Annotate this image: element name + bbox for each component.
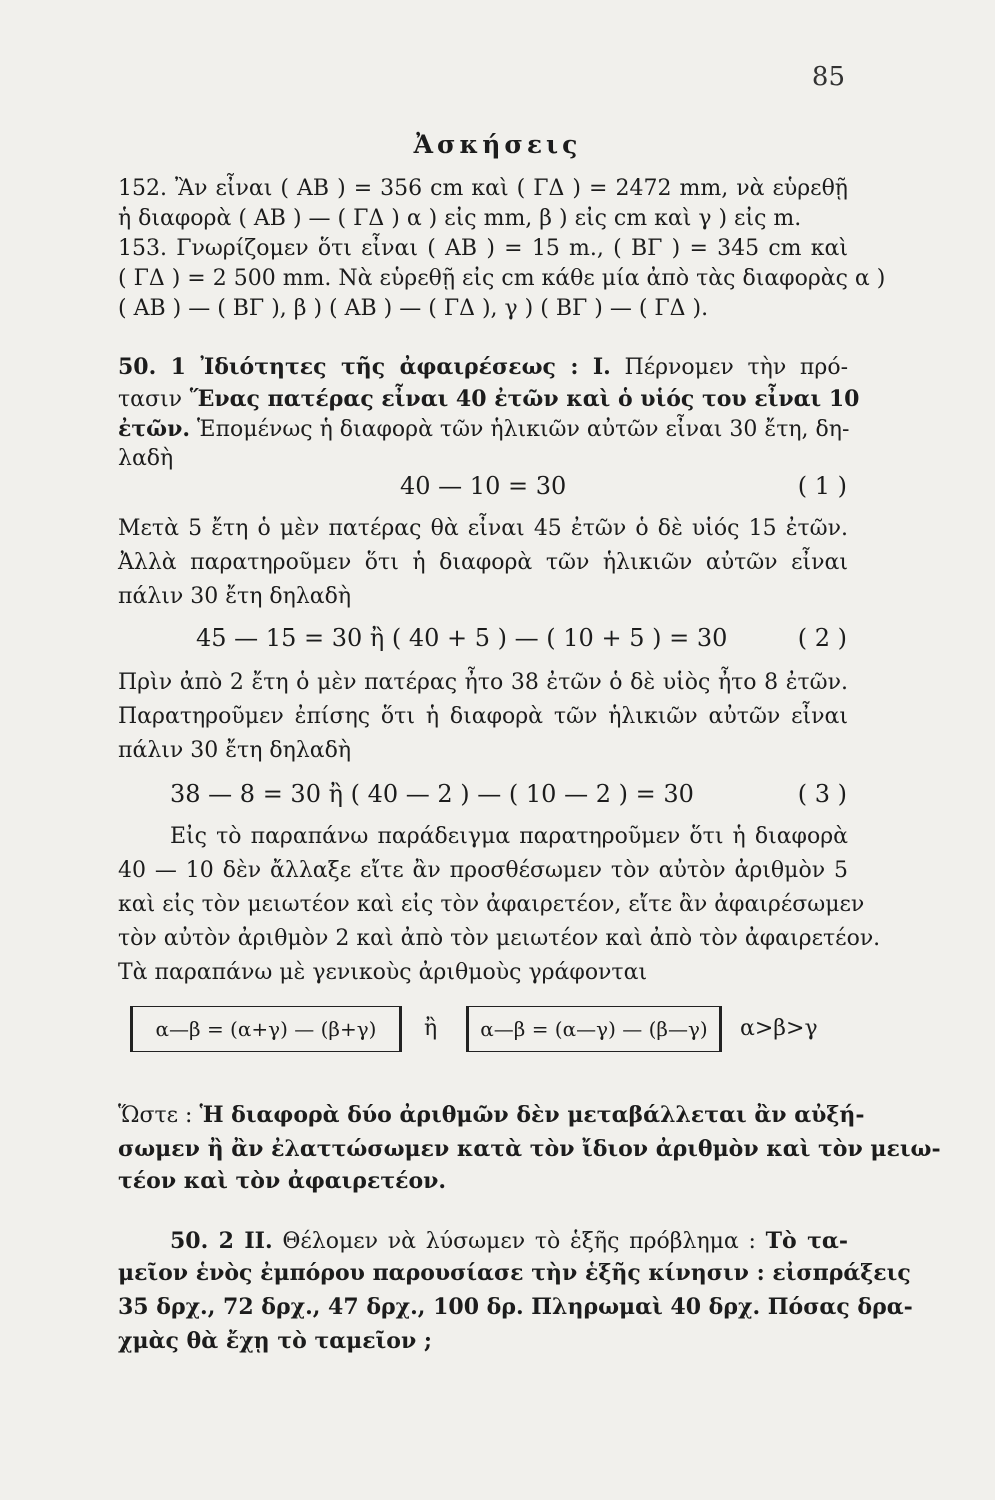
section-50-1-intro: Πέρνομεν τὴν πρό- bbox=[610, 355, 848, 380]
condition-inequality: α>β>γ bbox=[740, 1016, 818, 1041]
section-50-1-line-4: λαδὴ bbox=[118, 446, 174, 471]
para-3-line-3: πάλιν 30 ἔτη δηλαδὴ bbox=[118, 738, 352, 763]
equation-1-number: ( 1 ) bbox=[797, 472, 847, 500]
para-2-line-3: πάλιν 30 ἔτη δηλαδὴ bbox=[118, 584, 352, 609]
rule-line-1 bbox=[118, 1100, 865, 1131]
equation-2: 45 — 15 = 30 ἢ ( 40 + 5 ) — ( 10 + 5 ) = 30 bbox=[196, 624, 728, 652]
rule-line-2: σωμεν ἢ ἂν ἐλαττώσωμεν κατὰ τὸν ἴδιον ἀριθμὸν καὶ τὸν μειω- bbox=[118, 1136, 941, 1162]
para-4-line-4: τὸν αὐτὸν ἀριθμὸν 2 καὶ ἀπὸ τὸν μειωτέον καὶ ἀπὸ τὸν ἀφαιρετέον. bbox=[118, 926, 881, 951]
section-heading: Ἀσκήσεις bbox=[413, 130, 582, 159]
problem-line-3: χμὰς θὰ ἔχῃ τὸ ταμεῖον ; bbox=[118, 1328, 433, 1354]
formula-box-addition: α—β = (α+γ) — (β+γ) bbox=[130, 1006, 402, 1052]
section-50-2-intro: Θέλομεν νὰ λύσωμεν τὸ ἑξῆς πρόβλημα : bbox=[272, 1229, 766, 1254]
para-2-line-1: Μετὰ 5 ἔτη ὁ μὲν πατέρας θὰ εἶναι 45 ἐτῶν ὁ δὲ υἱός 15 ἐτῶν. bbox=[118, 516, 848, 541]
proposition-bold-end: ἐτῶν. bbox=[118, 416, 191, 442]
exercise-153-line-3: ( ΑΒ ) — ( ΒΓ ), β ) ( ΑΒ ) — ( ΓΔ ), γ ) ( ΒΓ ) — ( ΓΔ ). bbox=[118, 296, 709, 321]
page-number: 85 bbox=[811, 62, 845, 92]
para-4-line-3: καὶ εἰς τὸν μειωτέον καὶ εἰς τὸν ἀφαιρετέον, εἴτε ἂν ἀφαιρέσωμεν bbox=[118, 892, 865, 917]
section-50-1-line-1 bbox=[118, 352, 848, 383]
section-50-1-line-2 bbox=[118, 384, 860, 415]
section-50-1-line-3 bbox=[118, 414, 848, 445]
proposition-bold: Ἕνας πατέρας εἶναι 40 ἐτῶν καὶ ὁ υἱός του εἶναι 10 bbox=[182, 386, 860, 412]
para-2-line-2: Ἀλλὰ παρατηροῦμεν ὅτι ἡ διαφορὰ τῶν ἡλικιῶν αὐτῶν εἶναι bbox=[118, 550, 848, 575]
para-4-line-2: 40 — 10 δὲν ἄλλαξε εἴτε ἂν προσθέσωμεν τὸν αὐτὸν ἀριθμὸν 5 bbox=[118, 858, 848, 883]
exercise-152-line-2: ἡ διαφορὰ ( ΑΒ ) — ( ΓΔ ) α ) εἰς mm, β ) εἰς cm καὶ γ ) εἰς m. bbox=[118, 206, 802, 231]
rule-prefix: Ὥστε : bbox=[118, 1103, 200, 1128]
exercise-153-line-1: 153. Γνωρίζομεν ὅτι εἶναι ( ΑΒ ) = 15 m., ( ΒΓ ) = 345 cm καὶ bbox=[118, 236, 848, 261]
equation-3: 38 — 8 = 30 ἢ ( 40 — 2 ) — ( 10 — 2 ) = 30 bbox=[170, 780, 694, 808]
equation-1: 40 — 10 = 30 bbox=[400, 472, 567, 500]
section-50-2-heading: 50. 2 ΙΙ. bbox=[170, 1228, 273, 1254]
text-fragment: Ἑπομένως ἡ διαφορὰ τῶν ἡλικιῶν αὐτῶν εἶναι 30 ἔτη, δη- bbox=[190, 417, 850, 442]
formula-box-subtraction: α—β = (α—γ) — (β—γ) bbox=[466, 1006, 722, 1052]
problem-start: Τὸ τα- bbox=[765, 1228, 848, 1254]
equation-3-number: ( 3 ) bbox=[797, 780, 847, 808]
exercise-152-line-1: 152. Ἂν εἶναι ( ΑΒ ) = 356 cm καὶ ( ΓΔ ) = 2472 mm, νὰ εὑρεθῇ bbox=[118, 176, 848, 201]
or-word: ἢ bbox=[424, 1016, 438, 1041]
section-50-2-line-1 bbox=[170, 1226, 848, 1257]
text-fragment: τασιν bbox=[118, 387, 183, 412]
para-3-line-2: Παρατηροῦμεν ἐπίσης ὅτι ἡ διαφορὰ τῶν ἡλικιῶν αὐτῶν εἶναι bbox=[118, 704, 848, 729]
problem-line-1: μεῖον ἑνὸς ἐμπόρου παρουσίασε τὴν ἑξῆς κίνησιν : εἰσπράξεις bbox=[118, 1260, 911, 1286]
para-4-line-5: Τὰ παραπάνω μὲ γενικοὺς ἀριθμοὺς γράφονται bbox=[118, 960, 648, 985]
rule-line-3: τέον καὶ τὸν ἀφαιρετέον. bbox=[118, 1168, 447, 1194]
equation-2-number: ( 2 ) bbox=[797, 624, 847, 652]
problem-line-2: 35 δρχ., 72 δρχ., 47 δρχ., 100 δρ. Πληρωμαὶ 40 δρχ. Πόσας δρα- bbox=[118, 1294, 913, 1320]
exercise-153-line-2: ( ΓΔ ) = 2 500 mm. Νὰ εὑρεθῇ εἰς cm κάθε μία ἀπὸ τὰς διαφορὰς α ) bbox=[118, 266, 886, 291]
rule-bold: Ἡ διαφορὰ δύο ἀριθμῶν δὲν μεταβάλλεται ἂν αὐξή- bbox=[199, 1102, 865, 1128]
para-3-line-1: Πρὶν ἀπὸ 2 ἔτη ὁ μὲν πατέρας ἦτο 38 ἐτῶν ὁ δὲ υἱὸς ἦτο 8 ἐτῶν. bbox=[118, 670, 848, 695]
section-50-1-heading: 50. 1 Ἰδιότητες τῆς ἀφαιρέσεως : Ι. bbox=[118, 354, 611, 380]
para-4-line-1: Εἰς τὸ παραπάνω παράδειγμα παρατηροῦμεν ὅτι ἡ διαφορὰ bbox=[170, 824, 848, 849]
